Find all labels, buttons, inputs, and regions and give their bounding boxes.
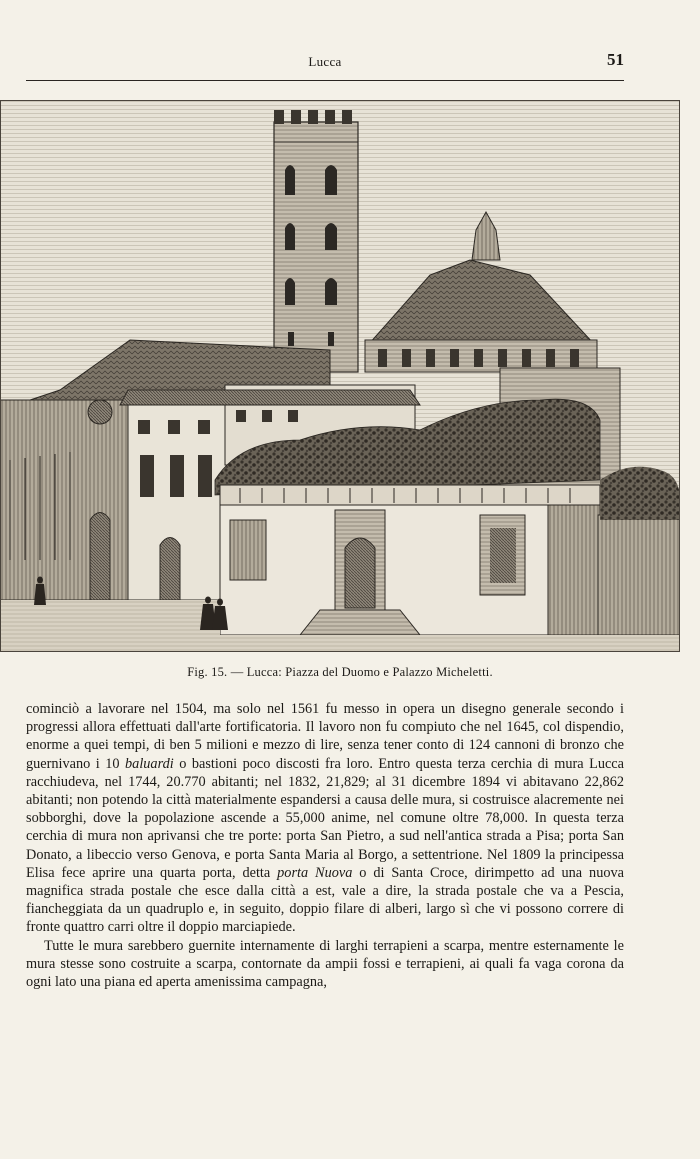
engraving-svg [0, 100, 680, 652]
figure-caption: Fig. 15. — Lucca: Piazza del Duomo e Palazzo Micheletti. [187, 665, 493, 679]
paragraph-text: Tutte le mura sarebbero guernite internamente di larghi terrapieni a scarpa, mentre esternamente le mura stesse sono costruite a scarpa, contornate da ampii fossi e terrapieni, ai quali fa vaga corona da ogni lato una piana ed aperta amenissima campagna, [26, 937, 624, 991]
italic-term: porta Nuova [277, 864, 353, 881]
engraving-illustration [0, 100, 680, 652]
running-title: Lucca [308, 54, 342, 69]
paragraph [26, 700, 624, 937]
paragraph-text: cominciò a lavorare nel 1504, ma solo nel 1561 fu messo in opera un disegno generale secondo i progressi allora effettuati dall'arte fortificatoria. Il lavoro non fu compiuto che nel 1645, col dispendio, enorme a quei tempi, di ben 5 milioni e mezzo di lire, senza tener conto di 124 cannoni di bronzo che guernivano i 10 [26, 701, 624, 772]
page-header [26, 50, 624, 76]
header-rule [26, 80, 624, 81]
paragraph [26, 937, 624, 992]
body-text [26, 700, 624, 991]
page-number: 51 [607, 50, 624, 69]
paragraph-text: o di Santa Croce, dirimpetto ad una nuova magnifica strada postale che esce dalla città a est, vale a dire, la strada postale che va a Pescia, fiancheggiata da un quadruplo e, in seguito, doppio filare di alberi, largo sì che vi possono correre di fronte quattro carri oltre il doppio marciapiede. [26, 864, 624, 936]
paragraph-text: o bastioni poco discosti fra loro. Entro questa terza cerchia di mura Lucca racchiudeva, nel 1744, 20.770 abitanti; nel 1832, 21,829; al 31 dicembre 1894 vi abitavano 22,862 abitanti; non potendo la città materialmente espandersi a causa delle mura, si costruisce alacremente nei sobborghi, dove la popolazione ascende a 55,000 anime, nel comune oltre 78,000. In questa terza cerchia di mura non aprivansi che tre porte: porta San Pietro, a sud nell'antica strada a Pisa; porta San Donato, a libeccio verso Genova, e porta Santa Maria al Borgo, a settentrione. Nel 1809 la principessa Elisa fece aprire una quarta porta, detta [26, 755, 624, 881]
italic-term: baluardi [125, 755, 174, 772]
